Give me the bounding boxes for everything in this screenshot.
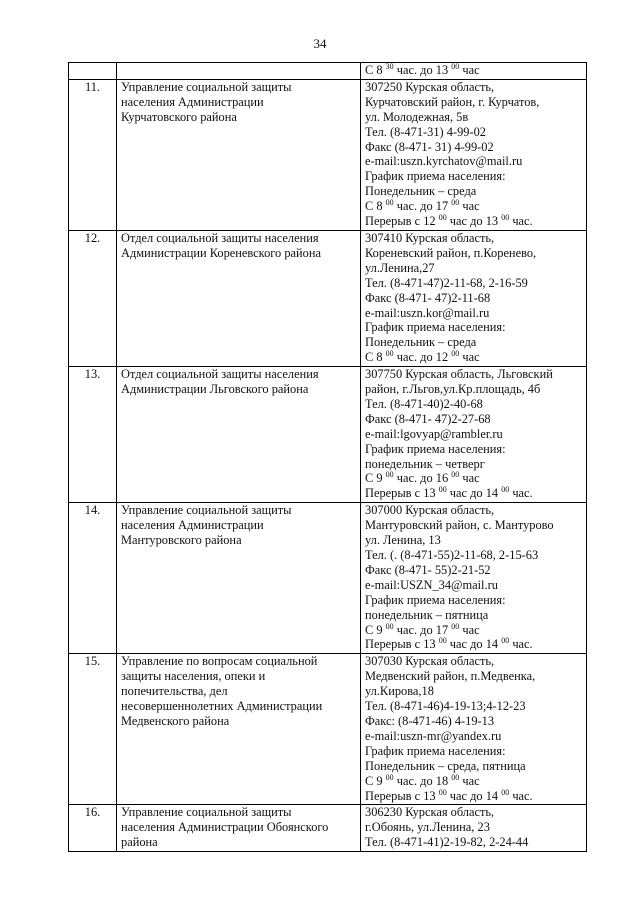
schedule-break-sup: 00 [438,485,447,495]
schedule-break-text: Перерыв с 13 [365,788,439,803]
address-line: ул. Молодежная, 5в [365,109,469,124]
address-line: Медвенский район, п.Медвенка, [365,669,536,684]
schedule-break-text: час до 13 [446,214,502,229]
schedule-break-text: Перерыв с 13 [365,637,439,652]
schedule-hours-sup: 00 [451,772,460,782]
schedule-break [365,214,582,229]
email: e-mail:uszn.kor@mail.ru [365,305,490,320]
office-name-line: Отдел социальной защиты населения [121,367,319,382]
office-name-line: защиты населения, опеки и [121,669,266,684]
offices-table [68,62,587,852]
schedule-break-sup: 00 [501,787,510,797]
schedule-hours-sup: 00 [451,470,460,480]
office-name-line: Медвенского района [121,713,230,728]
office-name-line: Мантуровского района [121,533,242,548]
schedule-hours-sup: 00 [385,198,394,208]
fax: Факс (8-471- 55)2-21-52 [365,562,491,577]
schedule-hours-sup: 00 [385,621,394,631]
schedule-hours-text: час. до 17 [393,622,452,637]
phone: Тел. (. (8-471-55)2-11-68, 2-15-63 [365,548,539,562]
office-name-line: населения Администрации [121,518,264,533]
continuation-row [69,63,587,80]
schedule-hours-text: С 9 [365,773,386,788]
schedule-break [365,789,582,804]
schedule-hours-text: С 8 [365,350,386,365]
schedule-days: понедельник – пятница [365,607,489,622]
office-info-cell [361,654,587,805]
office-name-cell [117,79,361,230]
address-line: ул.Кирова,18 [365,684,434,699]
schedule-title: График приема населения: [365,743,506,758]
continuation-info-cell [361,63,587,80]
entry-number: 12. [69,230,117,366]
address-line: 307000 Курская область, [365,503,495,518]
schedule-break-sup: 00 [501,636,510,646]
address-line: 306230 Курская область, [365,805,495,820]
address-line: Кореневский район, п.Коренево, [365,245,537,260]
schedule-title: График приема населения: [365,320,506,335]
continuation-num-cell [69,63,117,80]
schedule-break-text: час. [509,214,533,229]
continuation-name-cell [117,63,361,80]
schedule-hours-sup: 00 [451,349,460,359]
fax: Факс (8-471- 31) 4-99-02 [365,139,494,154]
schedule-hours-sup: 00 [385,470,394,480]
office-name-line: Курчатовского района [121,109,237,124]
page-number: 34 [313,36,327,51]
schedule-hours [365,774,582,789]
schedule-break-text: час. [509,637,533,652]
schedule-title: График приема населения: [365,441,506,456]
schedule-hours-sup: 00 [385,349,394,359]
entry-number: 14. [69,503,117,654]
schedule-hours-text: С 9 [365,471,386,486]
office-name-line: населения Администрации Обоянского [121,820,329,835]
fax: Факс: (8-471-46) 4-19-13 [365,713,495,728]
phone: Тел. (8-471-46)4-19-13;4-12-23 [365,699,526,714]
phone: Тел. (8-471-40)2-40-68 [365,396,483,411]
office-name-line: Администрации Кореневского района [121,245,321,260]
schedule-break-sup: 00 [438,636,447,646]
table-row [69,367,587,503]
schedule-break-text: Перерыв с 12 [365,214,439,229]
schedule-break-sup: 00 [438,787,447,797]
schedule-days: Понедельник – среда [365,335,477,350]
schedule-days: Понедельник – среда [365,184,477,199]
address-line: ул. Ленина, 13 [365,533,441,548]
office-name-cell [117,503,361,654]
office-info-cell [361,230,587,366]
schedule-break-text: час до 14 [446,637,502,652]
address-line: ул.Ленина,27 [365,260,435,275]
entry-number: 11. [69,79,117,230]
office-name-line: Управление социальной защиты [121,503,292,518]
schedule-hours-text: час. до 17 [393,199,452,214]
address-line: Курчатовский район, г. Курчатов, [365,94,540,109]
schedule-hours-text: С 9 [365,622,386,637]
office-name-line: Администрации Льговского района [121,382,309,397]
schedule-hours [365,623,582,638]
schedule-break-text: час. [509,788,533,803]
office-info-cell [361,503,587,654]
fax: Факс (8-471- 47)2-27-68 [365,411,491,426]
office-name-line: Управление по вопросам социальной [121,654,318,669]
office-name-line: населения Администрации [121,94,264,109]
schedule-break-text: Перерыв с 13 [365,486,439,501]
schedule-hours-sup: 00 [451,198,460,208]
schedule-hours-text: час [459,773,480,788]
email: e-mail:lgovyap@rambler.ru [365,426,503,441]
office-info-cell [361,79,587,230]
office-name-line: попечительства, дел [121,684,228,699]
email: e-mail:uszn.kyrchatov@mail.ru [365,154,523,169]
phone: Тел. (8-471-47)2-11-68, 2-16-59 [365,275,528,290]
table-row [69,503,587,654]
table-row [69,654,587,805]
schedule-hours-text: час [459,622,480,637]
schedule-hours-text: час [459,471,480,486]
email: e-mail:USZN_34@mail.ru [365,577,498,592]
schedule-hours-text: час. до 12 [393,350,452,365]
schedule-hours-sup: 00 [385,772,394,782]
schedule-days: Понедельник – среда, пятница [365,758,526,773]
schedule-hours: С 8 $^{30}$ час. до 13 $^{00}$ час [365,62,480,77]
office-name-line: района [121,835,158,850]
schedule-hours [365,199,582,214]
address-line: 307750 Курская область, Льговский [365,367,553,382]
office-name-line: несовершеннолетних Администрации [121,699,323,714]
fax: Факс (8-471- 47)2-11-68 [365,290,491,305]
address-line: Мантуровский район, с. Мантурово [365,518,554,533]
entry-number: 16. [69,805,117,852]
schedule-break-text: час до 14 [446,788,502,803]
schedule-title: График приема населения: [365,169,506,184]
schedule-break-text: час. [509,486,533,501]
office-info-cell [361,367,587,503]
schedule-break-sup: 00 [438,213,447,223]
table-row [69,79,587,230]
address-line: 307250 Курская область, [365,79,495,94]
office-info-cell [361,805,587,852]
schedule-hours-sup: 00 [451,621,460,631]
entry-number: 15. [69,654,117,805]
office-name-line: Управление социальной защиты [121,805,292,820]
office-name-cell [117,230,361,366]
schedule-hours-text: С 8 [365,199,386,214]
schedule-hours-text: час [459,199,480,214]
address-line: 307030 Курская область, [365,654,495,669]
schedule-break-sup: 00 [501,485,510,495]
schedule-hours-text: час [459,350,480,365]
schedule-hours-text: час. до 18 [393,773,452,788]
phone: Тел. (8-471-41)2-19-82, 2-24-44 [365,835,529,850]
address-line: г.Обоянь, ул.Ленина, 23 [365,820,490,835]
schedule-hours [365,471,582,486]
address-line: 307410 Курская область, [365,230,495,245]
office-name-line: Отдел социальной защиты населения [121,230,319,245]
schedule-hours [365,350,582,365]
schedule-break [365,486,582,501]
table-row [69,230,587,366]
entry-number: 13. [69,367,117,503]
schedule-hours-text: час. до 16 [393,471,452,486]
office-name-cell [117,654,361,805]
phone: Тел. (8-471-31) 4-99-02 [365,124,486,139]
schedule-days: понедельник – четверг [365,456,485,471]
schedule-break-text: час до 14 [446,486,502,501]
address-line: район, г.Льгов,ул.Кр.площадь, 4б [365,382,541,397]
office-name-cell [117,367,361,503]
schedule-title: График приема населения: [365,592,506,607]
office-name-line: Управление социальной защиты [121,79,292,94]
email: e-mail:uszn-mr@yandex.ru [365,728,502,743]
schedule-break-sup: 00 [501,213,510,223]
table-row [69,805,587,852]
schedule-break [365,637,582,652]
office-name-cell [117,805,361,852]
